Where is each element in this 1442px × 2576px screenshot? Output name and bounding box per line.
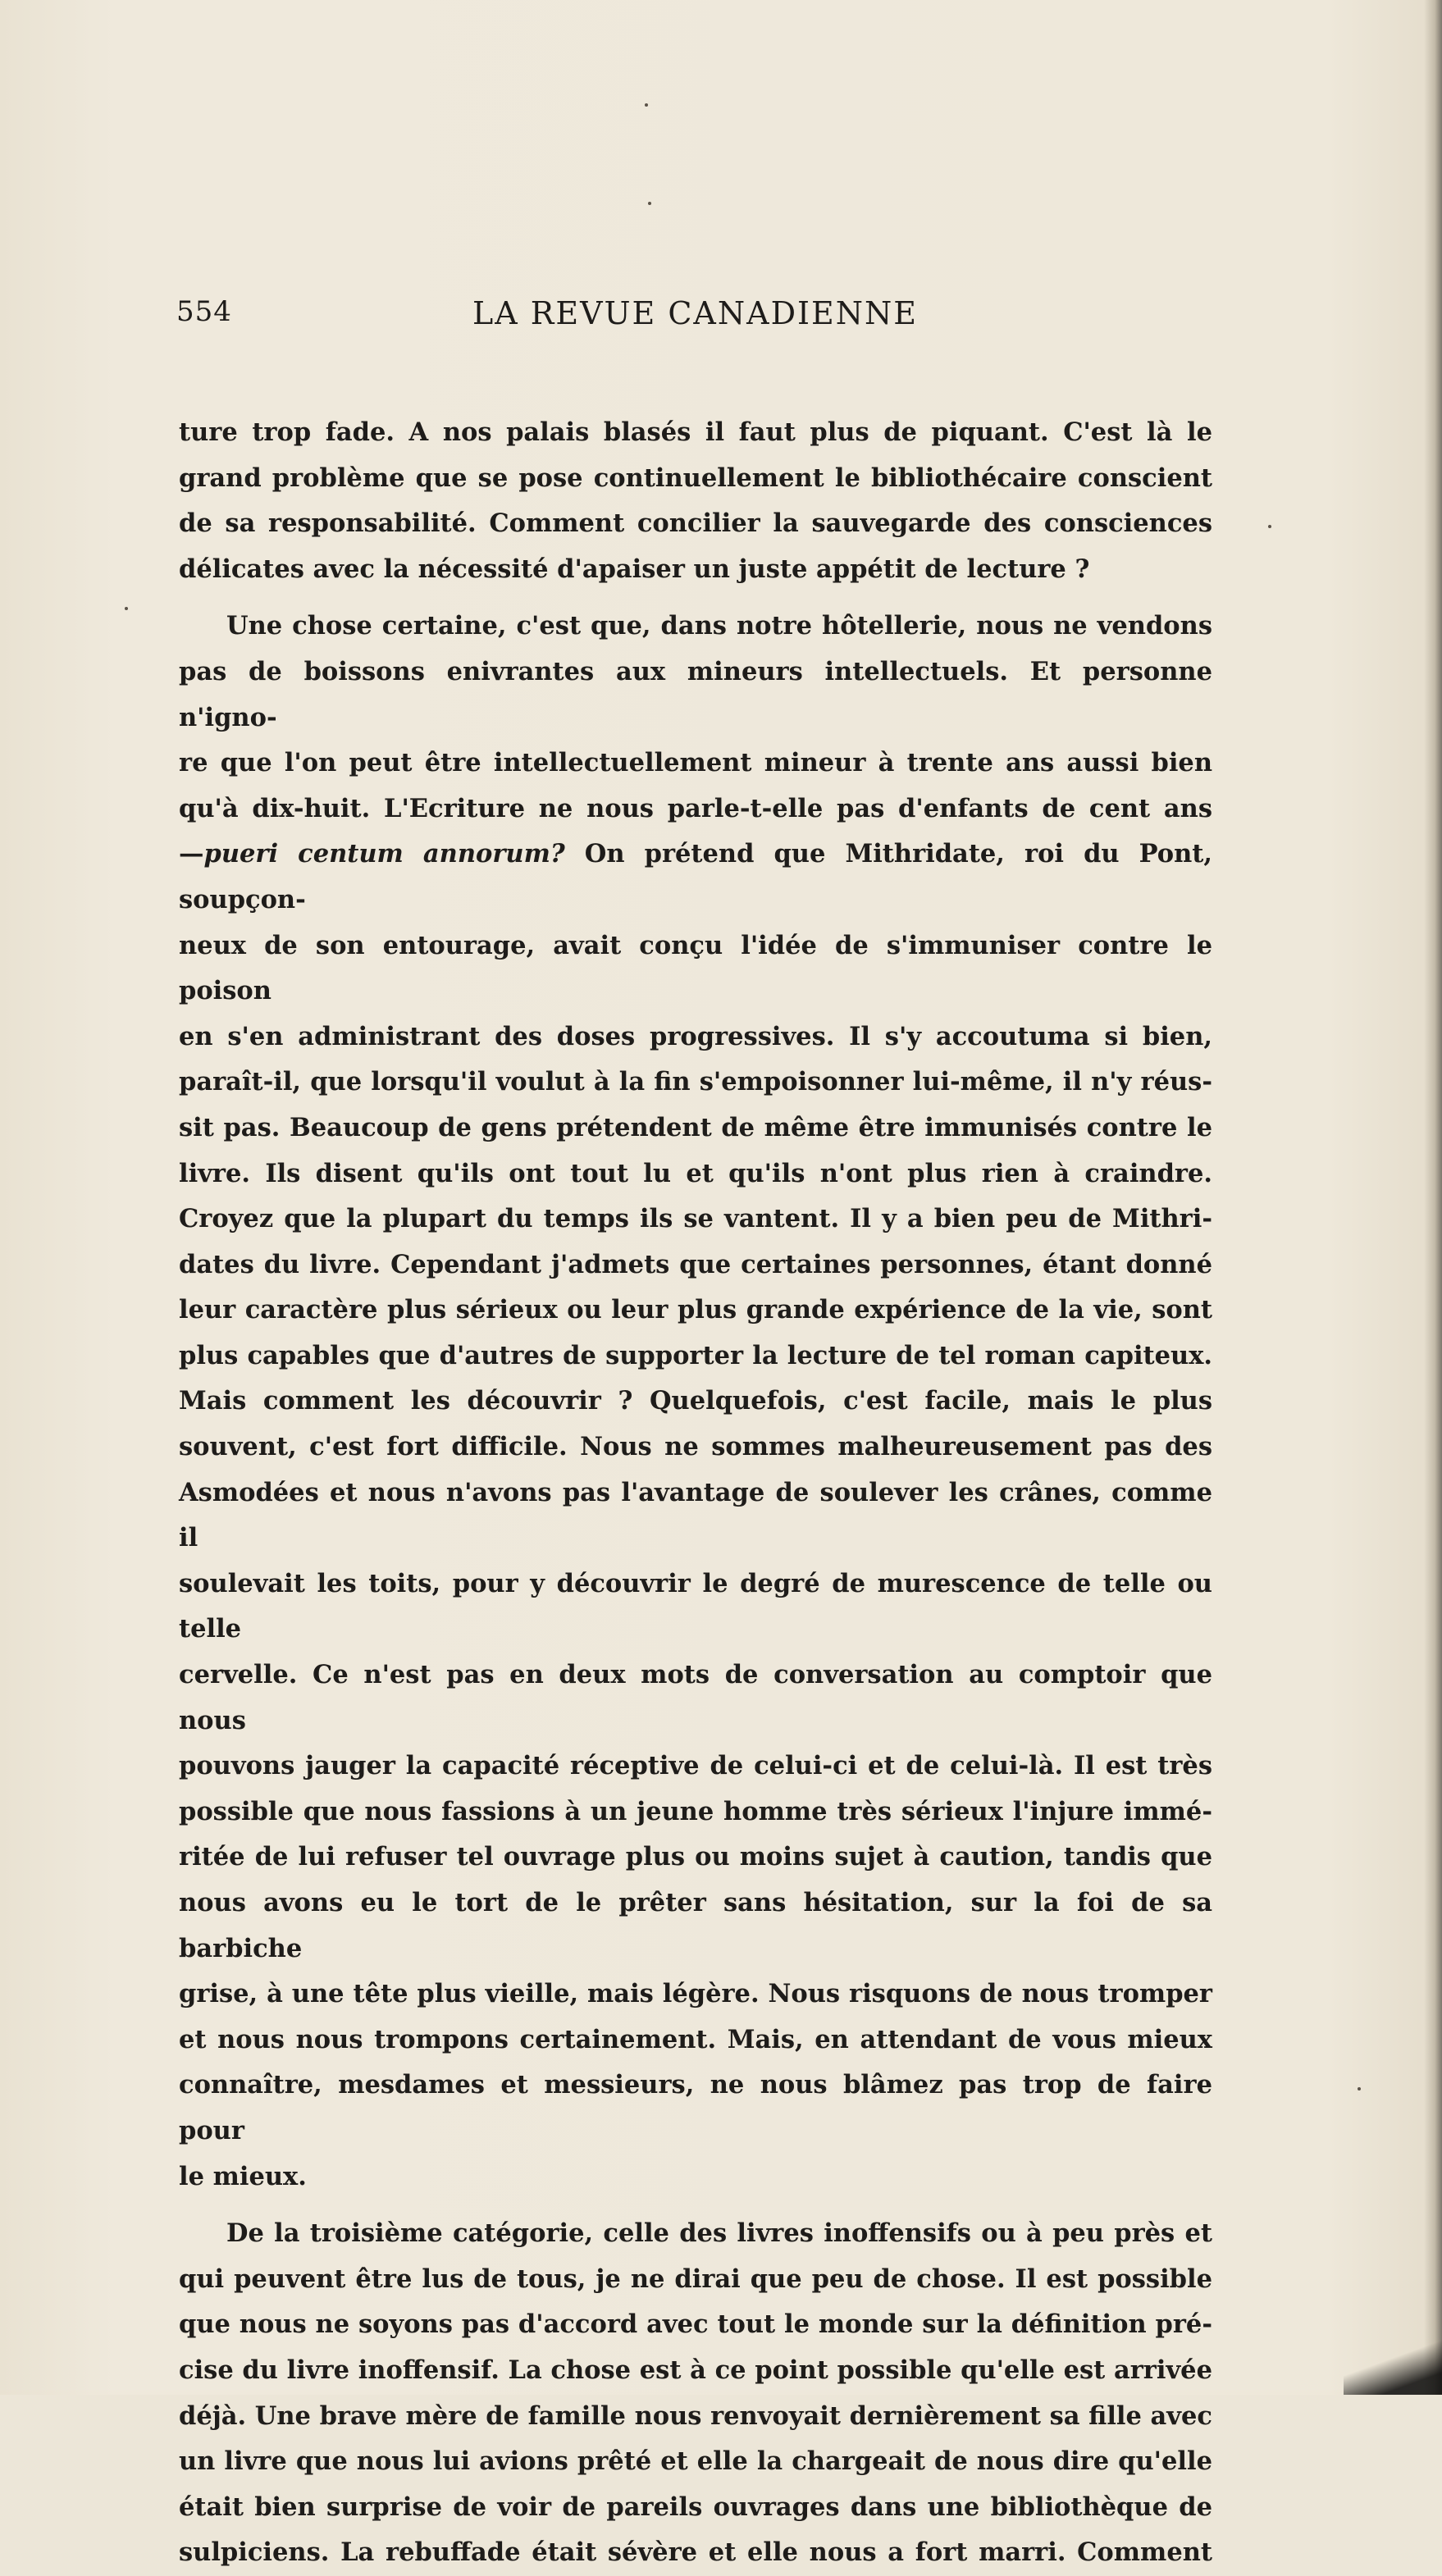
text-line: sulpiciens. La rebuffade était sévère et elle nous a fort marri. Comment <box>179 2537 1212 2568</box>
text-line: qui peuvent être lus de tous, je ne dirai que peu de chose. Il est possible <box>179 2264 1212 2294</box>
text-line: De la troisième catégorie, celle des livres inoffensifs ou à peu près et <box>226 2218 1212 2249</box>
text-line: Mais comment les découvrir ? Quelquefois, c'est facile, mais le plus <box>179 1386 1212 1416</box>
text-line: livre. Ils disent qu'ils ont tout lu et qu'ils n'ont plus rien à craindre. <box>179 1158 1212 1188</box>
page-number: 554 <box>176 295 232 328</box>
text-line: était bien surprise de voir de pareils ouvrages dans une bibliothèque de <box>179 2492 1212 2522</box>
text-line: ritée de lui refuser tel ouvrage plus ou moins sujet à caution, tandis que <box>179 1842 1212 1872</box>
paragraph-2 <box>179 604 1212 2200</box>
text-line: pas de boissons enivrantes aux mineurs intellectuels. Et personne n'igno- <box>179 656 1212 732</box>
text-line: cise du livre inoffensif. La chose est à ce point possible qu'elle est arrivée <box>179 2355 1212 2385</box>
text-line: re que l'on peut être intellectuellement mineur à trente ans aussi bien <box>179 748 1212 778</box>
text-line: Croyez que la plupart du temps ils se vantent. Il y a bien peu de Mithri- <box>179 1204 1212 1234</box>
text-line: un livre que nous lui avions prêté et elle la chargeait de nous dire qu'elle <box>179 2446 1212 2477</box>
text-line: soulevait les toits, pour y découvrir le degré de murescence de telle ou telle <box>179 1568 1212 1644</box>
text-line: pouvons jauger la capacité réceptive de celui-ci et de celui-là. Il est très <box>179 1751 1212 1781</box>
text-line: et nous nous trompons certainement. Mais, en attendant de vous mieux <box>179 2024 1212 2054</box>
page-header <box>176 295 1214 344</box>
text-line: en s'en administrant des doses progressives. Il s'y accoutuma si bien, <box>179 1021 1212 1051</box>
text-line: leur caractère plus sérieux ou leur plus grande expérience de la vie, sont <box>179 1295 1212 1325</box>
running-head: LA REVUE CANADIENNE <box>472 295 919 331</box>
text-line: ture trop fade. A nos palais blasés il faut plus de piquant. C'est là le <box>179 417 1212 447</box>
text-line: qu'à dix-huit. L'Ecriture ne nous parle-t-elle pas d'enfants de cent ans <box>179 793 1212 823</box>
text-line: connaître, mesdames et messieurs, ne nous blâmez pas trop de faire pour <box>179 2070 1212 2145</box>
text-line: cervelle. Ce n'est pas en deux mots de conversation au comptoir que nous <box>179 1660 1212 1735</box>
text-line: paraît-il, que lorsqu'il voulut à la fin s'empoisonner lui-même, il n'y réus- <box>179 1067 1212 1097</box>
text-line: neux de son entourage, avait conçu l'idée de s'immuniser contre le poison <box>179 930 1212 1006</box>
article-body <box>179 410 1212 2576</box>
paper-speck <box>1358 2087 1361 2090</box>
corner-shadow <box>1344 2321 1442 2395</box>
text-line: de sa responsabilité. Comment concilier la sauvegarde des consciences <box>179 508 1212 539</box>
paper-speck <box>648 202 651 205</box>
text-line: grise, à une tête plus vieille, mais légère. Nous risquons de nous tromper <box>179 1979 1212 2009</box>
text-line: nous avons eu le tort de le prêter sans hésitation, sur la foi de sa barbiche <box>179 1888 1212 1963</box>
text-line: délicates avec la nécessité d'apaiser un juste appétit de lecture ? <box>179 554 1090 584</box>
page-edge-shadow <box>1424 0 1442 2395</box>
text-line: grand problème que se pose continuellement le bibliothécaire conscient <box>179 463 1212 493</box>
text-line: que nous ne soyons pas d'accord avec tout le monde sur la définition pré- <box>179 2309 1212 2340</box>
text-line-italic: —pueri centum annorum? On prétend que Mithridate, roi du Pont, soupçon- <box>179 839 1212 914</box>
text-line: sit pas. Beaucoup de gens prétendent de même être immunisés contre le <box>179 1112 1212 1142</box>
text-line: Asmodées et nous n'avons pas l'avantage de soulever les crânes, comme il <box>179 1477 1212 1553</box>
text-line: déjà. Une brave mère de famille nous renvoyait dernièrement sa fille avec <box>179 2400 1212 2431</box>
paragraph-1 <box>179 410 1212 592</box>
paper-speck <box>125 607 128 610</box>
text-line: possible que nous fassions à un jeune homme très sérieux l'injure immé- <box>179 1796 1212 1826</box>
text-line: le mieux. <box>179 2161 307 2191</box>
paper-speck <box>1268 525 1271 528</box>
text-line: Une chose certaine, c'est que, dans notre hôtellerie, nous ne vendons <box>226 611 1212 641</box>
paper-speck <box>645 103 648 107</box>
text-line: plus capables que d'autres de supporter la lecture de tel roman capiteux. <box>179 1340 1212 1370</box>
text-line: dates du livre. Cependant j'admets que certaines personnes, étant donné <box>179 1249 1212 1279</box>
paragraph-3 <box>179 2211 1212 2576</box>
text-line: souvent, c'est fort difficile. Nous ne sommes malheureusement pas des <box>179 1432 1212 1462</box>
italic-latin-phrase: pueri centum annorum? <box>203 839 565 869</box>
